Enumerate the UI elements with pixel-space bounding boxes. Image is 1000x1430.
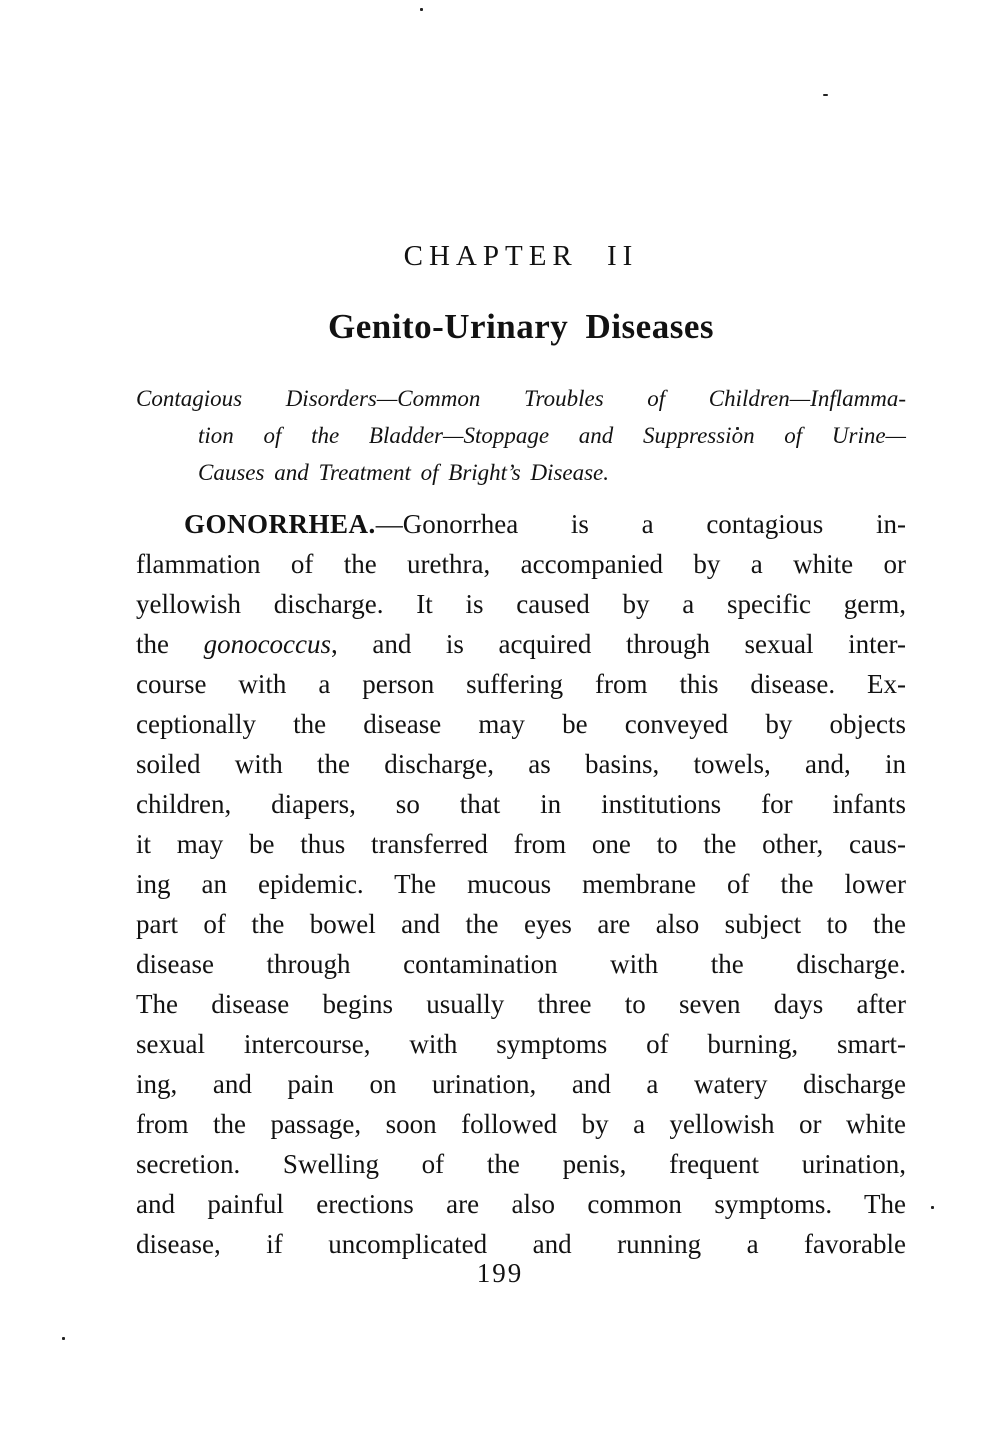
body-paragraph (136, 504, 906, 1264)
scan-speck (931, 1206, 934, 1209)
body-line (136, 904, 906, 944)
body-segment-normal: ceptionally the disease may be conveyed by objects (136, 709, 906, 739)
body-segment-normal: ing, and pain on urination, and a watery discharge (136, 1069, 906, 1099)
body-line (136, 1024, 906, 1064)
body-segment-normal: yellowish discharge. It is caused by a specific germ, (136, 589, 906, 619)
body-line (136, 624, 906, 664)
body-line (136, 944, 906, 984)
body-line (136, 824, 906, 864)
body-segment-normal: the (136, 629, 204, 659)
body-line (136, 584, 906, 624)
body-segment-normal: —Gonorrhea is a contagious in- (375, 509, 906, 539)
body-segment-normal: sexual intercourse, with symptoms of burning, smart- (136, 1029, 906, 1059)
body-segment-normal: children, diapers, so that in institutions for infants (136, 789, 906, 819)
body-segment-italic: gonococcus (203, 629, 332, 659)
body-line (136, 1064, 906, 1104)
body-segment-normal: disease, if uncomplicated and running a favorable (136, 1229, 906, 1259)
body-line (136, 664, 906, 704)
body-segment-normal: ing an epidemic. The mucous membrane of the lower (136, 869, 906, 899)
subtitle-line: tion of the Bladder—Stoppage and Suppression of Urine— (198, 423, 906, 448)
body-segment-normal: course with a person suffering from this disease. Ex- (136, 669, 906, 699)
body-segment-normal: part of the bowel and the eyes are also subject to the (136, 909, 906, 939)
body-segment-bold: GONORRHEA. (184, 509, 376, 539)
subtitle-line: Contagious Disorders—Common Troubles of Children—Inflamma- (136, 386, 906, 411)
body-segment-normal: The disease begins usually three to seven days after (136, 989, 906, 1019)
body-line (136, 1104, 906, 1144)
body-line (136, 704, 906, 744)
body-line (136, 1144, 906, 1184)
body-segment-normal: , and is acquired through sexual inter- (331, 629, 906, 659)
body-line (136, 504, 906, 544)
body-segment-normal: flammation of the urethra, accompanied by a white or (136, 549, 906, 579)
page-number: 199 (476, 1258, 524, 1288)
body-segment-normal: from the passage, soon followed by a yellowish or white (136, 1109, 906, 1139)
body-line (136, 1184, 906, 1224)
body-line (136, 984, 906, 1024)
body-segment-normal: and painful erections are also common symptoms. The (136, 1189, 906, 1219)
chapter-heading: CHAPTER II (403, 240, 639, 272)
body-segment-normal: soiled with the discharge, as basins, towels, and, in (136, 749, 906, 779)
page-title: Genito-Urinary Diseases (328, 307, 714, 346)
body-line (136, 784, 906, 824)
body-line (136, 544, 906, 584)
body-segment-normal: disease through contamination with the discharge. (136, 949, 906, 979)
scan-speck (62, 1337, 65, 1340)
subtitle-line: Causes and Treatment of Bright’s Disease. (198, 460, 610, 485)
body-line (136, 864, 906, 904)
body-segment-normal: secretion. Swelling of the penis, frequent urination, (136, 1149, 906, 1179)
body-segment-normal: it may be thus transferred from one to the other, caus- (136, 829, 906, 859)
body-line (136, 744, 906, 784)
subtitle (136, 380, 906, 491)
text-column (136, 0, 906, 1264)
